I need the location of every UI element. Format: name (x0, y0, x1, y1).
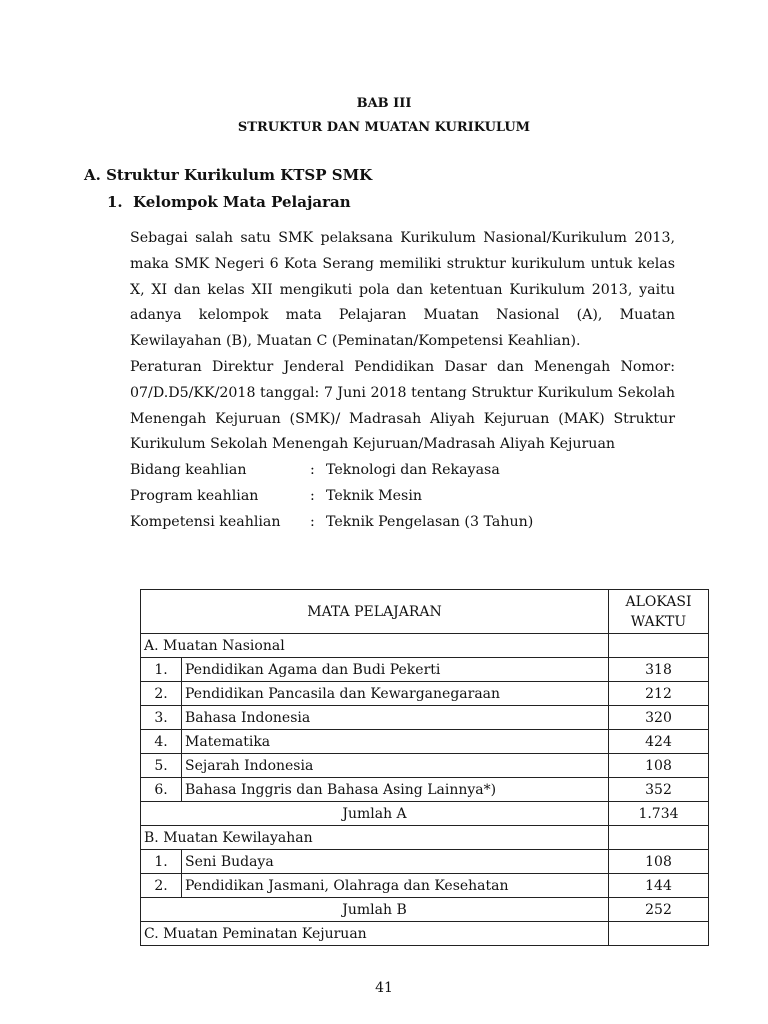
info-value: Teknik Pengelasan (3 Tahun) (326, 513, 534, 530)
row-number: 2. (141, 682, 182, 706)
total-label: Jumlah B (141, 898, 609, 922)
row-number: 4. (141, 730, 182, 754)
table-row (141, 850, 709, 874)
total-value: 252 (609, 898, 709, 922)
group-row (141, 922, 709, 946)
info-row-kompetensi (130, 510, 675, 536)
chapter-number: BAB III (356, 96, 412, 111)
empty-cell (609, 634, 709, 658)
header-allocation: ALOKASI WAKTU (609, 590, 709, 634)
table-row (141, 754, 709, 778)
row-number: 2. (141, 874, 182, 898)
empty-cell (609, 826, 709, 850)
info-label: Kompetensi keahlian (130, 513, 281, 530)
group-title: A. Muatan Nasional (141, 634, 609, 658)
subject-name: Pendidikan Pancasila dan Kewarganegaraan (182, 682, 609, 706)
subject-hours: 424 (609, 730, 709, 754)
subject-name: Pendidikan Jasmani, Olahraga dan Kesehatan (182, 874, 609, 898)
row-number: 1. (141, 658, 182, 682)
subject-hours: 144 (609, 874, 709, 898)
group-title: B. Muatan Kewilayahan (141, 826, 609, 850)
section-a-heading: A. Struktur Kurikulum KTSP SMK (84, 166, 373, 184)
header-subject: MATA PELAJARAN (141, 590, 609, 634)
total-label: Jumlah A (141, 802, 609, 826)
subsection-title: Kelompok Mata Pelajaran (133, 193, 351, 211)
body-text (130, 226, 675, 536)
row-number: 5. (141, 754, 182, 778)
row-number: 6. (141, 778, 182, 802)
total-value: 1.734 (609, 802, 709, 826)
subject-hours: 212 (609, 682, 709, 706)
table-header-row (141, 590, 709, 634)
subsection-number: 1. (107, 193, 123, 211)
subject-name: Bahasa Inggris dan Bahasa Asing Lainnya*) (182, 778, 609, 802)
subject-name: Matematika (182, 730, 609, 754)
table-row (141, 682, 709, 706)
info-row-program (130, 484, 675, 510)
info-value: Teknik Mesin (326, 487, 423, 504)
chapter-title: STRUKTUR DAN MUATAN KURIKULUM (237, 120, 531, 135)
table-row (141, 874, 709, 898)
table-row (141, 706, 709, 730)
table-row (141, 658, 709, 682)
page-number: 41 (375, 980, 393, 996)
info-row-bidang (130, 458, 675, 484)
subsection-heading (107, 193, 351, 211)
row-number: 1. (141, 850, 182, 874)
total-row (141, 898, 709, 922)
subject-hours: 352 (609, 778, 709, 802)
subject-name: Bahasa Indonesia (182, 706, 609, 730)
info-separator: : (310, 487, 315, 504)
info-value: Teknologi dan Rekayasa (326, 462, 500, 479)
info-separator: : (310, 462, 315, 479)
group-row (141, 826, 709, 850)
paragraph: Peraturan Direktur Jenderal Pendidikan Dasar dan Menengah Nomor: 07/D.D5/KK/2018 tanggal: 7 Juni 2018 tentang Struktur Kurikulum Sekolah Menengah Kejuruan (SMK)/ Madrasah Aliyah Kejuruan (MAK) Struktur Kurikulum Sekolah Menengah Kejuruan/Madrasah Aliyah Kejuruan (130, 358, 675, 453)
table-row (141, 778, 709, 802)
table-row (141, 730, 709, 754)
empty-cell (609, 922, 709, 946)
subject-hours: 108 (609, 754, 709, 778)
total-row (141, 802, 709, 826)
subject-name: Sejarah Indonesia (182, 754, 609, 778)
group-row (141, 634, 709, 658)
chapter-heading (0, 92, 768, 140)
paragraph: Sebagai salah satu SMK pelaksana Kurikulum Nasional/Kurikulum 2013, maka SMK Negeri 6 Kota Serang memiliki struktur kurikulum untuk kelas X, XI dan kelas XII mengikuti pola dan ketentuan Kurikulum 2013, yaitu adanya kelompok mata Pelajaran Muatan Nasional (A), Muatan Kewilayahan (B), Muatan C (Peminatan/Kompetensi Keahlian). (130, 230, 675, 350)
curriculum-table (140, 589, 709, 946)
group-title: C. Muatan Peminatan Kejuruan (141, 922, 609, 946)
info-label: Bidang keahlian (130, 462, 247, 479)
subject-hours: 320 (609, 706, 709, 730)
subject-name: Pendidikan Agama dan Budi Pekerti (182, 658, 609, 682)
subject-hours: 318 (609, 658, 709, 682)
row-number: 3. (141, 706, 182, 730)
subject-hours: 108 (609, 850, 709, 874)
info-separator: : (310, 513, 315, 530)
subject-name: Seni Budaya (182, 850, 609, 874)
info-label: Program keahlian (130, 487, 259, 504)
